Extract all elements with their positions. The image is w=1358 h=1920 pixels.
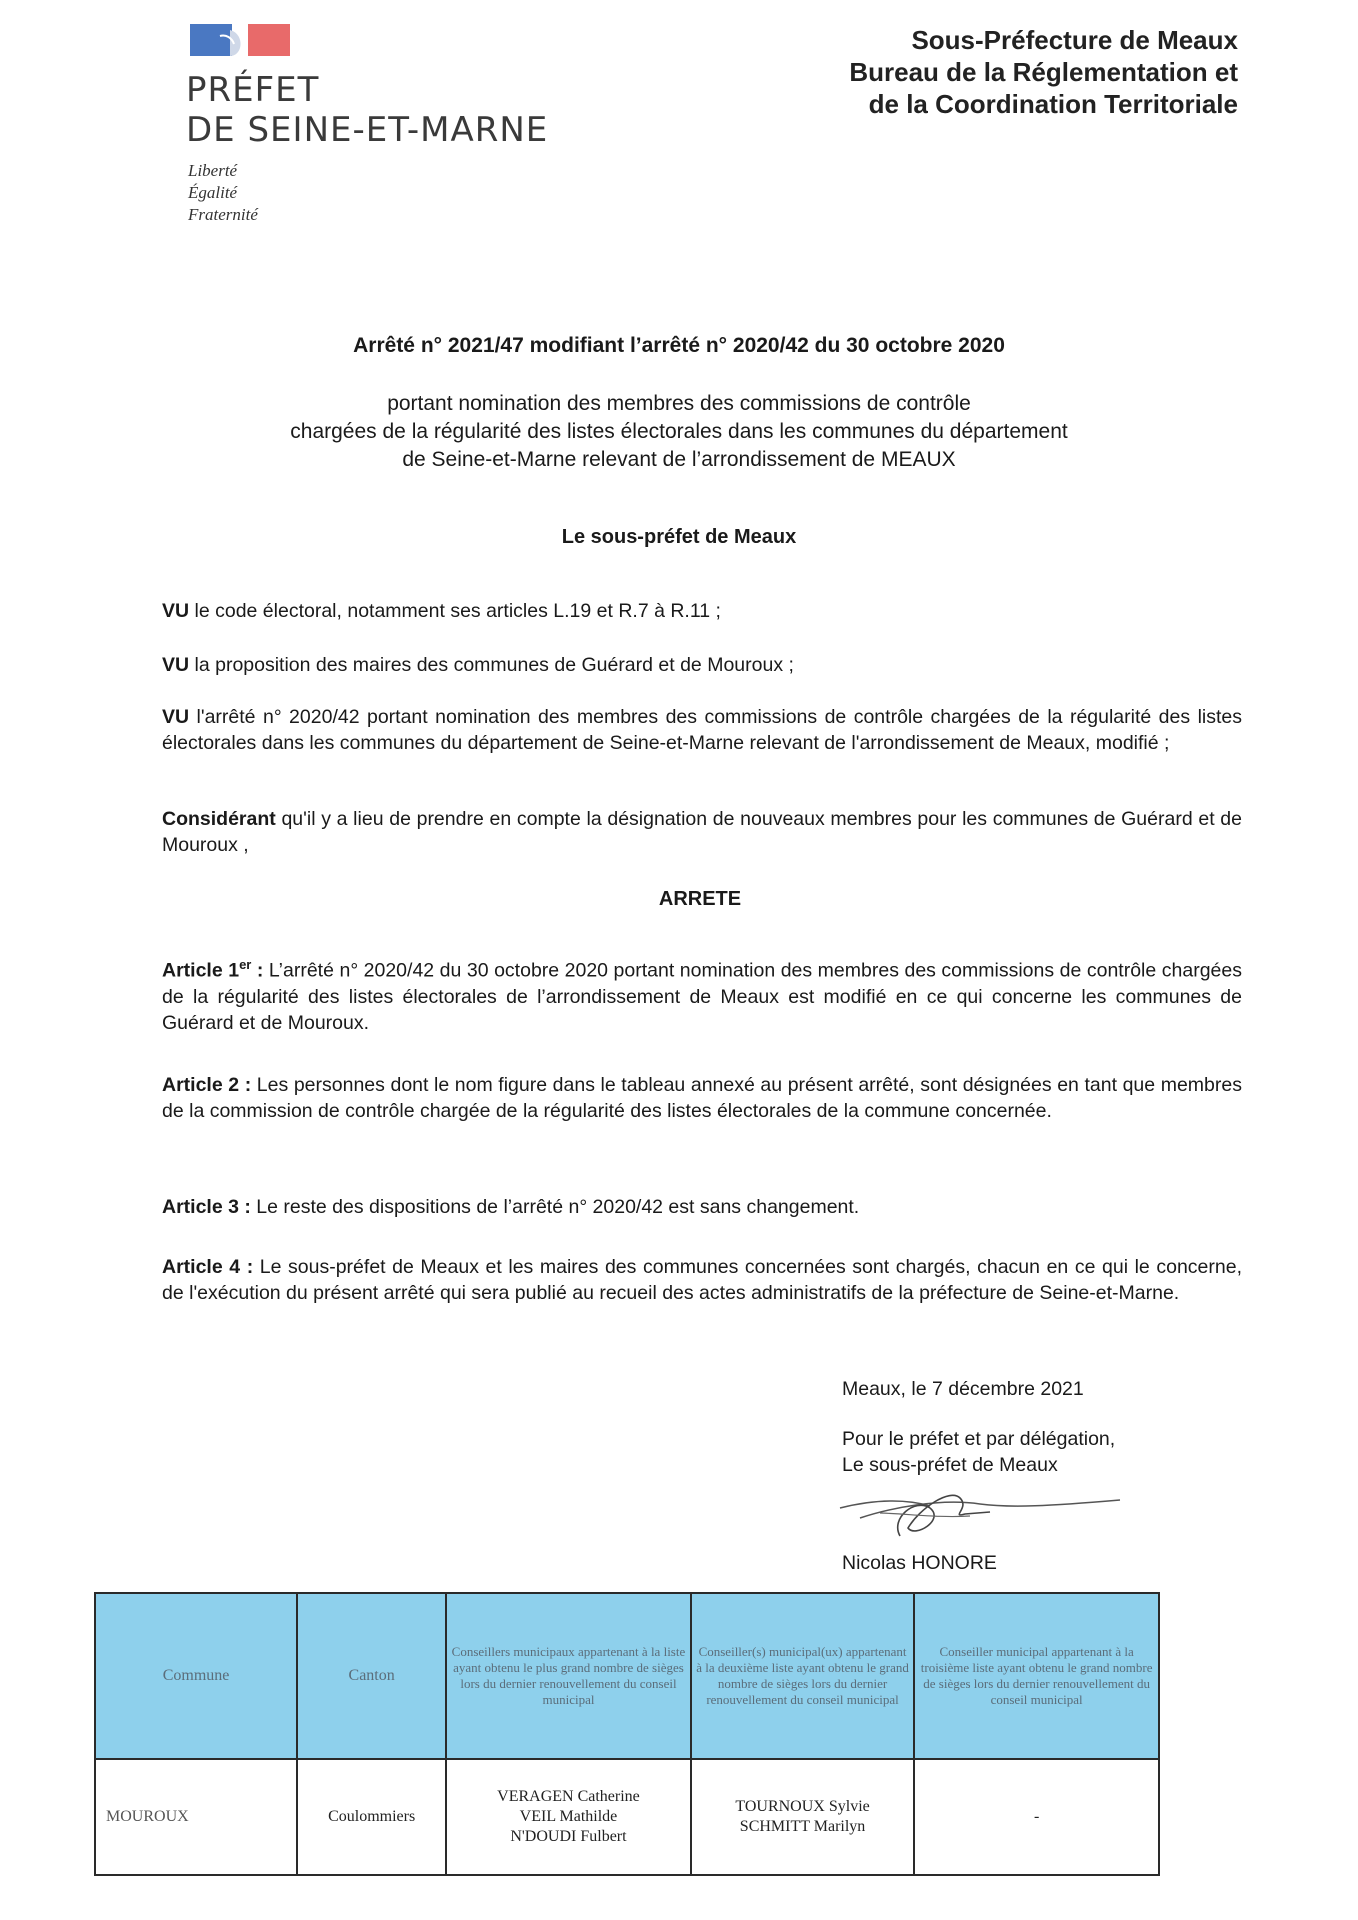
arrete-heading: ARRETE xyxy=(658,888,742,910)
article-sep xyxy=(253,1256,260,1278)
place-date: Meaux, le 7 décembre 2021 xyxy=(842,1378,1084,1400)
visa-lead: VU xyxy=(162,706,190,728)
marianne-flag-logo xyxy=(190,22,290,58)
service-line-3: de la Coordination Territoriale xyxy=(868,89,1238,119)
document-title: Arrêté n° 2021/47 modifiant l’arrêté n° 2020/42 du 30 octobre 2020 xyxy=(353,334,1005,357)
header-commune: Commune xyxy=(95,1593,297,1759)
header-liste-1: Conseillers municipaux appartenant à la liste ayant obtenu le plus grand nombre de sièges lors du dernier renouvellement du conseil municipal xyxy=(446,1593,691,1759)
republic-motto xyxy=(188,160,258,226)
motto-fraternite: Fraternité xyxy=(188,205,258,224)
article-lead: Article 2 : xyxy=(162,1074,252,1096)
member-name: VEIL Mathilde xyxy=(519,1808,618,1825)
visa-text: la proposition des maires des communes de Guérard et de Mouroux ; xyxy=(189,654,794,676)
header-canton: Canton xyxy=(297,1593,446,1759)
header-liste-2: Conseiller(s) municipal(ux) appartenant à la deuxième liste ayant obtenu le grand nombre de sièges lors du dernier renouvellement du conseil municipal xyxy=(691,1593,914,1759)
subtitle-line-2: chargées de la régularité des listes électorales dans les communes du département xyxy=(290,420,1068,443)
cell-liste-1 xyxy=(446,1759,691,1875)
article-2 xyxy=(162,1072,1242,1124)
annex-table xyxy=(94,1592,1160,1876)
member-name: TOURNOUX Sylvie xyxy=(735,1798,870,1815)
cell-commune: MOUROUX xyxy=(95,1759,297,1875)
article-3 xyxy=(162,1194,1242,1220)
signatory-name: Nicolas HONORE xyxy=(842,1552,997,1574)
member-name: N'DOUDI Fulbert xyxy=(510,1828,627,1845)
subtitle-line-1: portant nomination des membres des commissions de contrôle xyxy=(387,392,971,415)
visa-text: le code électoral, notamment ses articles L.19 et R.7 à R.11 ; xyxy=(189,600,721,622)
prefet-line-1: PRÉFET xyxy=(186,70,320,110)
cell-canton: Coulommiers xyxy=(297,1759,446,1875)
motto-egalite: Égalité xyxy=(188,183,238,202)
article-lead: Article 3 : xyxy=(162,1196,251,1218)
delegation-line-2: Le sous-préfet de Meaux xyxy=(842,1454,1058,1476)
visa-lead: VU xyxy=(162,600,190,622)
subtitle-line-3: de Seine-et-Marne relevant de l’arrondissement de MEAUX xyxy=(402,448,956,471)
table-header-row xyxy=(95,1593,1159,1759)
article-lead: Article 1 xyxy=(162,959,240,982)
considerant xyxy=(162,806,1242,858)
document-subtitle xyxy=(0,390,1358,474)
table-row xyxy=(95,1759,1159,1875)
prefet-logo-text xyxy=(186,70,548,150)
handwritten-signature xyxy=(820,1478,1140,1548)
delegation-line-1: Pour le préfet et par délégation, xyxy=(842,1428,1116,1450)
member-name: VERAGEN Catherine xyxy=(497,1788,640,1805)
issuing-service xyxy=(849,24,1238,120)
considerant-lead: Considérant xyxy=(162,808,276,830)
article-text: Le reste des dispositions de l’arrêté n° 2020/42 est sans changement. xyxy=(256,1196,860,1218)
considerant-text: qu'il y a lieu de prendre en compte la désignation de nouveaux membres pour les communes de Guérard et de Mouroux , xyxy=(162,808,1242,856)
cell-liste-3: - xyxy=(914,1759,1159,1875)
visa-text: l'arrêté n° 2020/42 portant nomination des membres des commissions de contrôle chargées de la régularité des listes électorales dans les communes du département de Seine-et-Marne relevant de l'arrondissement de Meaux, modifié ; xyxy=(162,706,1242,754)
service-line-1: Sous-Préfecture de Meaux xyxy=(911,25,1238,55)
article-sup: er xyxy=(239,957,252,972)
article-4 xyxy=(162,1254,1242,1306)
service-line-2: Bureau de la Réglementation et xyxy=(849,57,1238,87)
issuer-heading: Le sous-préfet de Meaux xyxy=(561,526,797,548)
header-liste-3: Conseiller municipal appartenant à la troisième liste ayant obtenu le grand nombre de sièges lors du dernier renouvellement du conseil municipal xyxy=(914,1593,1159,1759)
member-name: SCHMITT Marilyn xyxy=(739,1818,866,1835)
visa-lead: VU xyxy=(162,654,190,676)
article-text: L’arrêté n° 2020/42 du 30 octobre 2020 portant nomination des membres des commissions de contrôle chargées de la régularité des listes électorales de l’arrondissement de Meaux est modifié en ce qui concerne les communes de Guérard et de Mouroux. xyxy=(162,959,1242,1034)
article-1 xyxy=(162,952,1242,1036)
article-lead: Article 4 : xyxy=(162,1256,254,1278)
article-text: Le sous-préfet de Meaux et les maires des communes concernées sont chargés, chacun en ce qui le concerne, de l'exécution du présent arrêté qui sera publié au recueil des actes administratifs de la préfecture de Seine-et-Marne. xyxy=(162,1256,1242,1304)
visa-1 xyxy=(162,598,1242,624)
prefet-line-2: DE SEINE-ET-MARNE xyxy=(186,110,549,150)
article-text: Les personnes dont le nom figure dans le tableau annexé au présent arrêté, sont désignées en tant que membres de la commission de contrôle chargée de la régularité des listes électorales de la commune concernée. xyxy=(162,1074,1242,1122)
visa-2 xyxy=(162,652,1242,678)
article-sep: : xyxy=(251,959,269,982)
motto-liberte: Liberté xyxy=(188,161,238,180)
visa-3 xyxy=(162,704,1242,756)
cell-liste-2 xyxy=(691,1759,914,1875)
